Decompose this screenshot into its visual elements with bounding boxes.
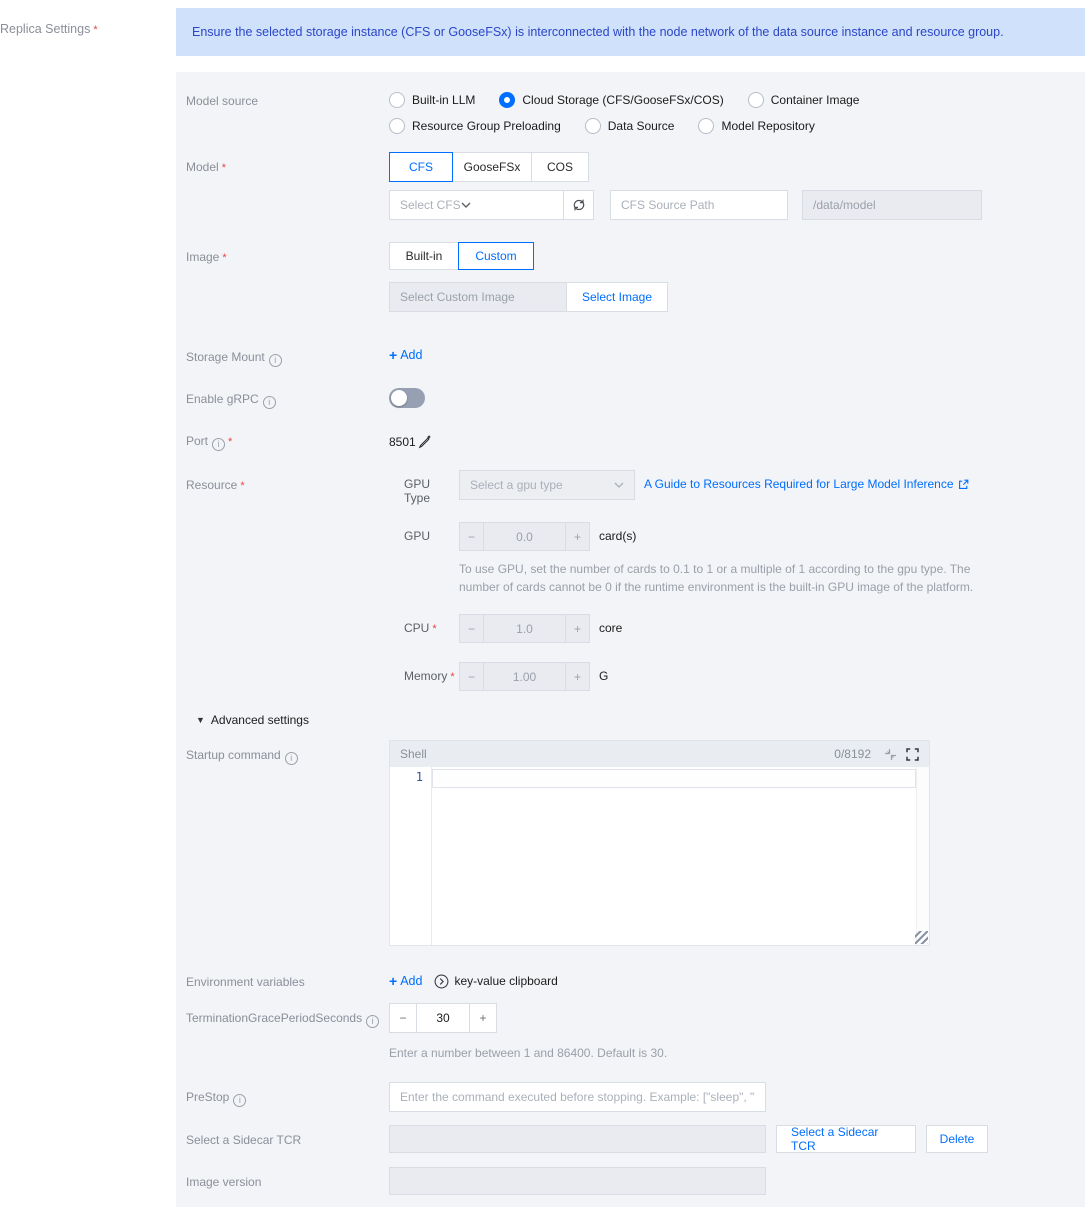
image-label: Image * xyxy=(186,250,227,264)
info-icon[interactable]: i xyxy=(233,1094,246,1107)
chevron-down-icon xyxy=(461,202,471,208)
cfs-select-combo xyxy=(389,190,594,220)
tab-custom[interactable]: Custom xyxy=(458,242,534,270)
select-sidecar-tcr-button[interactable]: Select a Sidecar TCR xyxy=(776,1125,916,1153)
termination-stepper xyxy=(389,1003,1069,1033)
gpu-stepper xyxy=(459,522,590,551)
editor-mode: Shell xyxy=(400,747,427,761)
memory-label: Memory * xyxy=(404,669,455,683)
circle-chevron-icon xyxy=(434,974,449,989)
startup-command-editor xyxy=(389,740,930,946)
refresh-icon xyxy=(572,198,586,212)
termination-value[interactable]: 30 xyxy=(417,1003,469,1033)
cfs-select[interactable]: Select CFS xyxy=(390,191,563,219)
resource-label: Resource * xyxy=(186,478,245,492)
plus-icon: + xyxy=(565,522,590,551)
cpu-unit: core xyxy=(599,621,623,635)
custom-image-input: Select Custom Image xyxy=(389,282,566,312)
termination-help-text: Enter a number between 1 and 86400. Default is 30. xyxy=(389,1046,668,1060)
gpu-label: GPU xyxy=(404,529,431,543)
gpu-type-label: GPU Type xyxy=(404,477,431,505)
radio-icon xyxy=(748,92,764,108)
sidecar-label: Select a Sidecar TCR xyxy=(186,1133,302,1147)
key-value-clipboard-button[interactable]: key-value clipboard xyxy=(434,974,557,989)
tab-goosefsx[interactable]: GooseFSx xyxy=(452,152,532,182)
plus-icon: + xyxy=(389,347,398,363)
resource-guide-link[interactable]: A Guide to Resources Required for Large Model Inference xyxy=(644,470,969,491)
section-label-text: Replica Settings xyxy=(0,22,91,36)
image-type-tabs xyxy=(389,242,1069,270)
radio-icon xyxy=(698,118,714,134)
model-storage-tabs xyxy=(389,152,1069,182)
advanced-settings-toggle[interactable]: ▼ Advanced settings xyxy=(196,713,309,727)
editor-body xyxy=(390,767,929,945)
refresh-button[interactable] xyxy=(563,191,593,219)
char-counter: 0/8192 xyxy=(834,747,871,761)
gpu-value: 0.0 xyxy=(484,522,565,551)
cpu-value: 1.0 xyxy=(484,614,565,643)
cpu-label: CPU * xyxy=(404,621,437,635)
enable-grpc-label: Enable gRPC i xyxy=(186,384,389,409)
info-icon[interactable]: i xyxy=(269,354,282,367)
radio-container-image[interactable]: Container Image xyxy=(748,92,860,108)
radio-built-in-llm[interactable]: Built-in LLM xyxy=(389,92,475,108)
memory-unit: G xyxy=(599,669,609,683)
model-source-label: Model source xyxy=(186,94,259,108)
info-icon[interactable]: i xyxy=(285,752,298,765)
edit-pencil-icon[interactable] xyxy=(418,435,431,448)
triangle-down-icon: ▼ xyxy=(196,715,205,725)
plus-icon: + xyxy=(565,662,590,691)
env-vars-add-button[interactable]: + Add xyxy=(389,973,423,989)
memory-stepper xyxy=(459,662,590,691)
radio-resource-group-preloading[interactable]: Resource Group Preloading xyxy=(389,118,561,134)
mount-path-input: /data/model xyxy=(802,190,982,220)
resize-handle-icon[interactable] xyxy=(915,931,928,944)
editor-scrollbar[interactable] xyxy=(916,767,929,945)
toggle-knob xyxy=(391,390,407,406)
radio-data-source[interactable]: Data Source xyxy=(585,118,675,134)
tab-cfs[interactable]: CFS xyxy=(389,152,453,182)
gpu-unit: card(s) xyxy=(599,529,637,543)
plus-button[interactable]: + xyxy=(469,1003,497,1033)
info-icon[interactable]: i xyxy=(263,396,276,409)
section-label xyxy=(0,22,98,36)
tab-cos[interactable]: COS xyxy=(531,152,589,182)
info-banner xyxy=(176,8,1085,56)
image-version-label: Image version xyxy=(186,1175,262,1189)
info-icon[interactable]: i xyxy=(212,438,225,451)
model-source-radio-group xyxy=(389,86,1029,134)
minus-icon: − xyxy=(459,662,484,691)
plus-icon: + xyxy=(565,614,590,643)
port-value: 8501 xyxy=(389,434,416,449)
minus-icon: − xyxy=(459,614,484,643)
external-link-icon xyxy=(958,479,969,490)
replica-settings-page xyxy=(0,8,1085,1189)
cfs-source-path-input[interactable] xyxy=(610,190,788,220)
storage-mount-add-button[interactable]: + Add xyxy=(389,347,423,363)
editor-header xyxy=(390,741,929,767)
editor-text-area[interactable] xyxy=(432,767,916,945)
info-banner-text: Ensure the selected storage instance (CFS or GooseFSx) is interconnected with the node network of the data source instance and resource group. xyxy=(192,25,1004,39)
line-number: 1 xyxy=(415,770,423,784)
grpc-toggle[interactable] xyxy=(389,388,425,408)
memory-value: 1.00 xyxy=(484,662,565,691)
env-vars-label: Environment variables xyxy=(186,975,305,989)
chevron-down-icon xyxy=(614,482,624,488)
termination-label: TerminationGracePeriodSeconds i xyxy=(186,1003,389,1062)
minus-button[interactable]: − xyxy=(389,1003,417,1033)
editor-gutter xyxy=(390,767,432,945)
tab-built-in[interactable]: Built-in xyxy=(389,242,459,270)
plus-icon: + xyxy=(389,973,398,989)
collapse-icon[interactable] xyxy=(881,745,899,763)
startup-command-label: Startup command i xyxy=(186,740,389,946)
minus-icon: − xyxy=(459,522,484,551)
gpu-help-text: To use GPU, set the number of cards to 0.1 to 1 or a multiple of 1 according to the gpu type. The number of cards cannot be 0 if the runtime environment is the built-in GPU image of the platform. xyxy=(459,562,974,594)
radio-icon xyxy=(389,118,405,134)
active-line-highlight xyxy=(432,769,916,788)
replica-settings-panel xyxy=(176,72,1085,1207)
model-label: Model * xyxy=(186,160,226,174)
select-image-button[interactable]: Select Image xyxy=(566,282,668,312)
radio-cloud-storage[interactable]: Cloud Storage (CFS/GooseFSx/COS) xyxy=(499,92,723,108)
storage-mount-label: Storage Mount i xyxy=(186,342,389,367)
sidecar-input xyxy=(389,1125,766,1153)
radio-selected-icon xyxy=(499,92,515,108)
required-mark: * xyxy=(93,24,98,36)
gpu-type-select: Select a gpu type xyxy=(459,470,635,500)
delete-button[interactable]: Delete xyxy=(926,1125,988,1153)
radio-icon xyxy=(585,118,601,134)
prestop-input[interactable] xyxy=(389,1082,766,1112)
radio-icon xyxy=(389,92,405,108)
port-label: Port i * xyxy=(186,434,233,449)
radio-model-repository[interactable]: Model Repository xyxy=(698,118,814,134)
info-icon[interactable]: i xyxy=(366,1015,379,1028)
image-version-input xyxy=(389,1167,766,1195)
prestop-label: PreStop i xyxy=(186,1082,389,1112)
cpu-stepper xyxy=(459,614,590,643)
fullscreen-icon[interactable] xyxy=(903,745,921,763)
